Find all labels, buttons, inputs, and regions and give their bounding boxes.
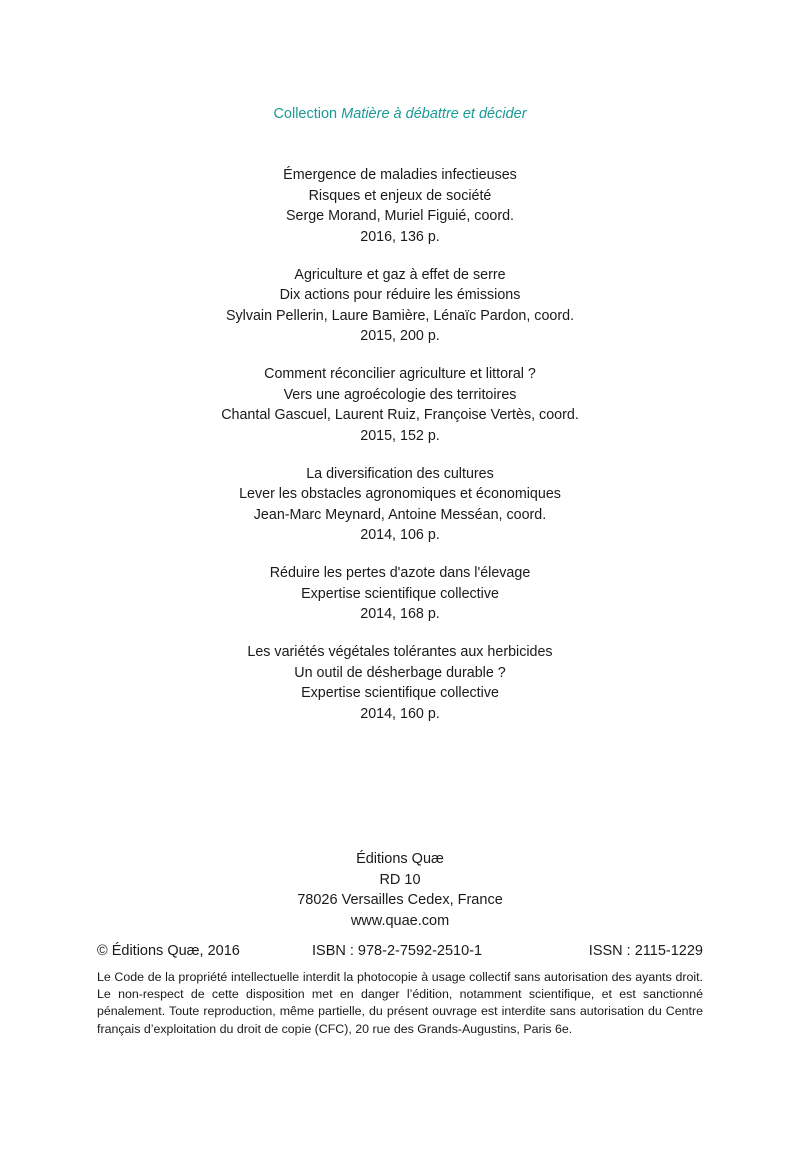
collection-heading — [0, 106, 800, 122]
book-details: 2014, 168 p. — [360, 606, 440, 622]
book-entry — [0, 563, 800, 625]
book-details: 2014, 160 p. — [360, 705, 440, 722]
collection-prefix: Collection — [273, 106, 338, 122]
book-entry — [0, 165, 800, 247]
publisher-block — [0, 849, 800, 931]
book-authors: Chantal Gascuel, Laurent Ruiz, Françoise Vertès, coord. — [221, 407, 579, 423]
book-subtitle: Risques et enjeux de société — [308, 187, 492, 204]
book-details: 2015, 200 p. — [360, 328, 440, 344]
book-authors: Expertise scientifique collective — [301, 685, 499, 701]
book-subtitle: Lever les obstacles agronomiques et économiques — [239, 486, 561, 502]
book-title: Agriculture et gaz à effet de serre — [294, 266, 506, 283]
book-list — [0, 165, 800, 742]
legal-notice: Le Code de la propriété intellectuelle interdit la photocopie à usage collectif sans autorisation des ayants droit. Le non-respect de cette disposition met en danger l’édition, notamment scientifique, et est sanctionné pénalement. Toute reproduction, même partielle, du présent ouvrage est interdite sans autorisation du Centre français d’exploitation du droit de copie (CFC), 20 rue des Grands-Augustins, Paris 6e. — [97, 970, 703, 1036]
book-title: Comment réconcilier agriculture et littoral ? — [264, 366, 536, 382]
book-details: 2016, 136 p. — [360, 228, 440, 245]
book-authors: Sylvain Pellerin, Laure Bamière, Lénaïc Pardon, coord. — [225, 307, 575, 324]
book-details: 2015, 152 p. — [360, 427, 440, 444]
book-subtitle: Dix actions pour réduire les émissions — [279, 287, 521, 303]
book-title: La diversification des cultures — [306, 465, 494, 482]
book-entry — [0, 642, 800, 724]
publisher-website: www.quae.com — [350, 912, 450, 929]
book-details: 2014, 106 p. — [360, 527, 440, 543]
book-authors: Serge Morand, Muriel Figuié, coord. — [285, 208, 515, 224]
copyright-notice: © Éditions Quæ, 2016 — [97, 943, 240, 959]
book-title: Les variétés végétales tolérantes aux herbicides — [247, 644, 553, 660]
issn: ISSN : 2115-1229 — [588, 943, 703, 959]
book-title: Réduire les pertes d'azote dans l'élevage — [269, 565, 531, 581]
book-subtitle: Expertise scientifique collective — [301, 585, 499, 602]
isbn: ISBN : 978-2-7592-2510-1 — [312, 943, 483, 959]
book-entry — [0, 265, 800, 347]
rights-line — [97, 943, 703, 965]
book-entry — [0, 464, 800, 546]
publisher-name: Éditions Quæ — [356, 851, 444, 867]
collection-name: Matière à débattre et décider — [341, 106, 527, 122]
publisher-address-line-1: RD 10 — [379, 871, 421, 888]
book-subtitle: Un outil de désherbage durable ? — [294, 664, 506, 681]
book-title: Émergence de maladies infectieuses — [283, 167, 517, 183]
publisher-address-line-2: 78026 Versailles Cedex, France — [297, 892, 503, 908]
book-subtitle: Vers une agroécologie des territoires — [283, 386, 517, 403]
book-authors: Jean-Marc Meynard, Antoine Messéan, coord. — [253, 506, 547, 523]
book-entry — [0, 364, 800, 446]
